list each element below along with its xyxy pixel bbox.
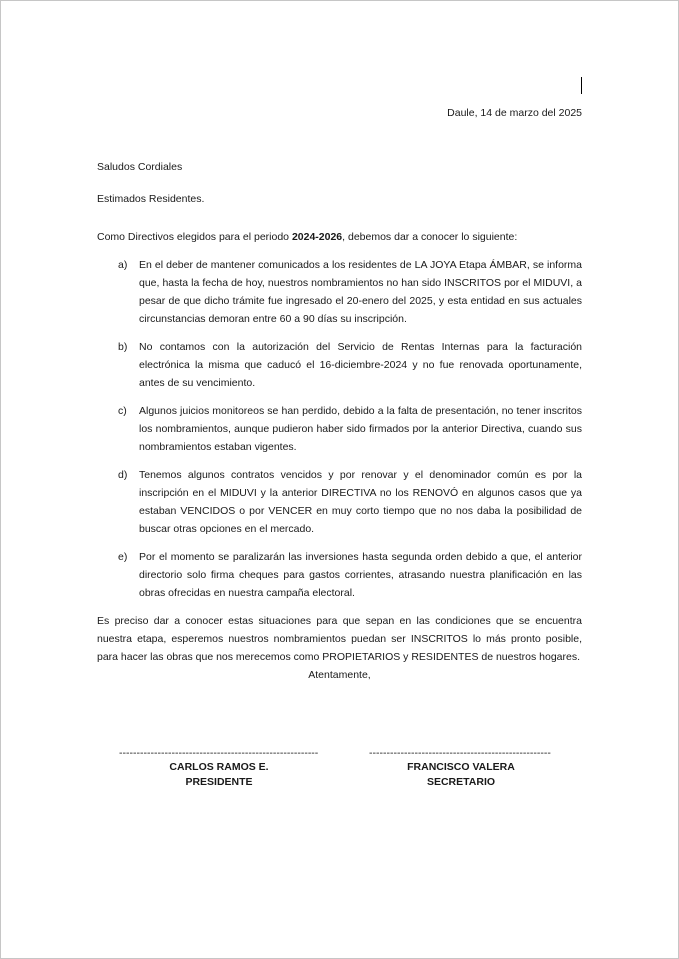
intro-text-pre: Como Directivos elegidos para el periodo bbox=[97, 231, 292, 243]
list-item-b bbox=[97, 338, 582, 392]
list-item-b-label: b) bbox=[118, 341, 128, 353]
list-item-c bbox=[97, 402, 582, 456]
intro-paragraph bbox=[97, 228, 582, 246]
signature-row bbox=[97, 746, 582, 790]
list-item-c-label: c) bbox=[118, 405, 127, 417]
signature-name-secretary: FRANCISCO VALERA bbox=[407, 761, 515, 773]
sign-off-line: Atentamente, bbox=[308, 669, 371, 681]
signature-title-secretary: SECRETARIO bbox=[426, 776, 496, 788]
list-item-a-label: a) bbox=[118, 259, 128, 271]
list-item-e bbox=[97, 548, 582, 602]
signature-name-president: CARLOS RAMOS E. bbox=[169, 761, 269, 773]
list-item-e-label: e) bbox=[118, 551, 128, 563]
list-item-a-text: En el deber de mantener comunicados a los residentes de LA JOYA Etapa ÁMBAR, se informa que, hasta la fecha de hoy, nuestros nombramientos no han sido INSCRITOS por el MIDUVI, a pesar de que dicho trámite fue ingresado el 20-enero del 2025, y esta entidad en sus actuales circunstancias demoran entre 60 a 90 días su inscripción. bbox=[139, 259, 582, 325]
signature-block-secretary bbox=[369, 746, 553, 790]
intro-period-bold: 2024-2026 bbox=[291, 231, 343, 243]
list-item-d bbox=[97, 466, 582, 538]
list-item-e-text: Por el momento se paralizarán las inversiones hasta segunda orden debido a que, el anterior directorio solo firma cheques para gastos corrientes, atrasando nuestra planificación en las obras ofrecidas en nuestra campaña electoral. bbox=[139, 551, 582, 599]
intro-text-post: , debemos dar a conocer lo siguiente: bbox=[342, 231, 518, 243]
list-item-b-text: No contamos con la autorización del Servicio de Rentas Internas para la facturación electrónica la misma que caducó el 16-diciembre-2024 y no fue renovada oportunamente, antes de su vencimiento. bbox=[139, 341, 582, 389]
text-cursor-caret bbox=[581, 77, 583, 94]
list-item-d-label: d) bbox=[118, 469, 128, 481]
signature-rule-secretary: ---------------------------------------------------- bbox=[369, 747, 551, 759]
closing-paragraph: Es preciso dar a conocer estas situaciones para que sepan en las condiciones que se encuentra nuestra etapa, esperemos nuestros nombramientos puedan ser INSCRITOS lo más pronto posible, para hacer las obras que nos merecemos como PROPIETARIOS y RESIDENTES de nuestros hogares. bbox=[97, 615, 582, 663]
signature-rule-president: --------------------------------------------------------- bbox=[119, 747, 319, 759]
date-line: Daule, 14 de marzo del 2025 bbox=[447, 107, 582, 119]
list-item-d-text: Tenemos algunos contratos vencidos y por renovar y el denominador común es por la inscripción en el MIDUVI y la anterior DIRECTIVA no los RENOVÓ en algunos casos que ya estaban VENCIDOS o por VENCER en muy corto tiempo que no nos daba la posibilidad de buscar otras opciones en el mercado. bbox=[139, 469, 582, 535]
greeting-line: Saludos Cordiales bbox=[97, 161, 183, 173]
list-item-a bbox=[97, 256, 582, 328]
signature-title-president: PRESIDENTE bbox=[185, 776, 253, 788]
signature-block-president bbox=[119, 746, 319, 790]
salutation-line: Estimados Residentes. bbox=[97, 193, 205, 205]
list-item-c-text: Algunos juicios monitoreos se han perdido, debido a la falta de presentación, no tener inscritos los nombramientos, aunque pudieron haber sido firmados por la anterior Directiva, cuando sus nombramientos estaban vigentes. bbox=[139, 405, 582, 453]
